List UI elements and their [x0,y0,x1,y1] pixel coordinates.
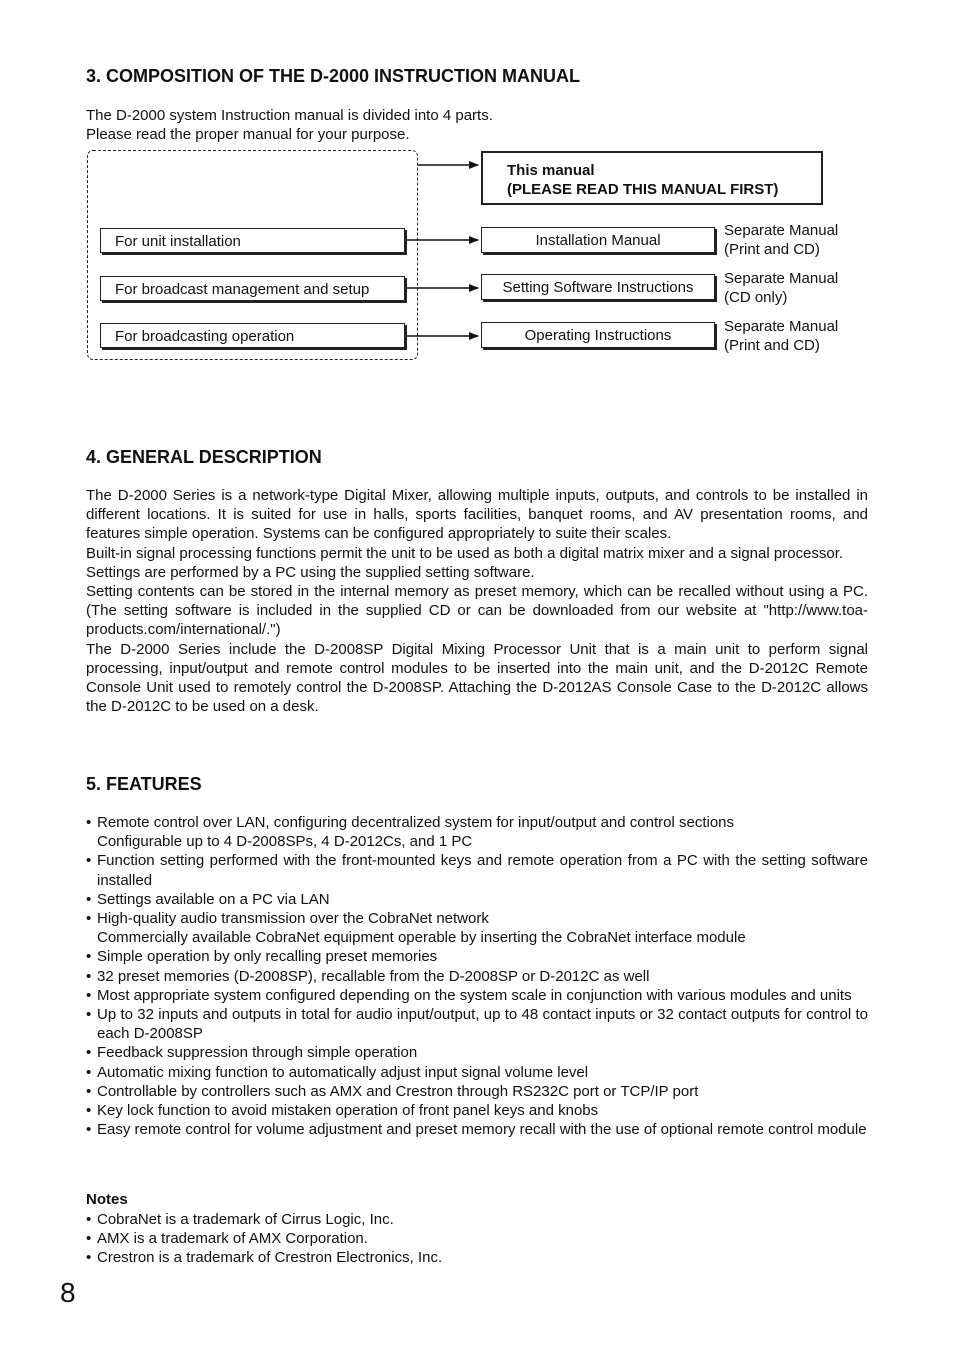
bullet-icon: • [86,814,92,831]
bullet-icon: • [86,948,92,966]
setting-software-note [724,269,838,307]
installation-manual-box: Installation Manual [481,227,715,253]
feature-item [86,1063,868,1082]
feature-item [86,1005,868,1043]
purpose-unit-installation: For unit installation [100,228,405,253]
intro-line-2: Please read the proper manual for your purpose. [86,126,410,144]
feature-item [86,1120,868,1139]
this-manual-box [481,151,823,205]
page-number: 8 [60,1277,76,1308]
description-paragraph: Built-in signal processing functions permit the unit to be used as both a digital matrix mixer and a signal processor. [86,544,844,562]
note-line: Separate Manual [724,318,839,335]
note-text: CobraNet is a trademark of Cirrus Logic, Inc. [97,1211,394,1228]
feature-text: Most appropriate system configured depending on the system scale in conjunction with various modules and units [97,986,852,1004]
bullet-icon: • [86,1082,92,1100]
feature-subtext: Commercially available CobraNet equipment operable by inserting the CobraNet interface module [97,929,746,947]
note-line: (Print and CD) [724,337,820,354]
bullet-icon: • [86,1102,92,1120]
section-4-body [86,486,868,716]
bullet-icon: • [86,1044,92,1062]
section-5-title: 5. FEATURES [86,774,202,794]
feature-item [86,1101,868,1120]
feature-text: Key lock function to avoid mistaken operation of front panel keys and knobs [97,1102,599,1120]
purpose-broadcast-management: For broadcast management and setup [100,276,405,301]
feature-item [86,967,868,986]
feature-text: Easy remote control for volume adjustment and preset memory recall with the use of optional remote control module [97,1121,867,1139]
description-paragraph: Settings are performed by a PC using the supplied setting software. [86,563,535,581]
this-manual-line-2: (PLEASE READ THIS MANUAL FIRST) [507,181,779,198]
feature-text: Controllable by controllers such as AMX and Crestron through RS232C port or TCP/IP port [97,1082,699,1100]
notes-list [86,1210,868,1268]
purpose-broadcasting-operation: For broadcasting operation [100,323,405,348]
bullet-icon: • [86,967,92,985]
note-line: Separate Manual [724,270,839,287]
note-item [86,1229,868,1248]
note-line: (Print and CD) [724,241,820,258]
bullet-icon: • [86,1211,92,1228]
feature-text: Automatic mixing function to automatically adjust input signal volume level [97,1063,589,1081]
description-paragraph: The D-2000 Series is a network-type Digital Mixer, allowing multiple inputs, outputs, and controls to be installed in different locations. It is suited for use in halls, sports facilities, banquet rooms, and AV presentation rooms, and features simple operation. Systems can be configured appropriately to suite their scales. [86,487,868,543]
note-item [86,1248,868,1267]
this-manual-line-1: This manual [507,162,595,179]
bullet-icon: • [86,1121,92,1139]
feature-text: Simple operation by only recalling preset memories [97,948,438,966]
features-list [86,813,868,1139]
feature-text: High-quality audio transmission over the CobraNet network [97,910,489,928]
description-paragraph: Setting contents can be stored in the internal memory as preset memory, which can be recalled without using a PC. (The setting software is included in the supplied CD or can be downloaded from our website at "http://www.toa-products.com/international/.") [86,583,868,639]
bullet-icon: • [86,852,92,870]
manual-composition-diagram [0,0,954,400]
notes-title: Notes [86,1191,128,1208]
feature-subtext: Configurable up to 4 D-2008SPs, 4 D-2012Cs, and 1 PC [97,833,473,851]
feature-item [86,986,868,1005]
feature-text: Feedback suppression through simple operation [97,1044,418,1062]
bullet-icon: • [86,1006,92,1024]
note-text: AMX is a trademark of AMX Corporation. [97,1230,368,1248]
bullet-icon: • [86,890,92,908]
bullet-icon: • [86,910,92,928]
feature-text: Function setting performed with the front-mounted keys and remote operation from a PC with the setting software installed [97,852,868,889]
section-3-title: 3. COMPOSITION OF THE D-2000 INSTRUCTION MANUAL [86,66,581,86]
intro-line-1: The D-2000 system Instruction manual is divided into 4 parts. [86,107,493,124]
bullet-icon: • [86,1230,92,1248]
feature-item [86,851,868,889]
note-text: Crestron is a trademark of Crestron Electronics, Inc. [97,1249,443,1267]
feature-item [86,1082,868,1101]
note-line: (CD only) [724,289,788,306]
setting-software-instructions-box: Setting Software Instructions [481,274,715,300]
feature-item [86,813,868,851]
operating-instructions-note [724,317,838,355]
note-item [86,1210,868,1229]
bullet-icon: • [86,1249,92,1267]
feature-text: Remote control over LAN, configuring decentralized system for input/output and control sections [97,814,735,831]
installation-manual-note [724,221,838,259]
feature-text: 32 preset memories (D-2008SP), recallable from the D-2008SP or D-2012C as well [97,967,650,985]
feature-item [86,890,868,909]
section-4-title: 4. GENERAL DESCRIPTION [86,447,322,467]
feature-text: Settings available on a PC via LAN [97,890,330,908]
feature-item [86,1043,868,1062]
feature-item [86,909,868,947]
feature-item [86,947,868,966]
bullet-icon: • [86,986,92,1004]
feature-text: Up to 32 inputs and outputs in total for audio input/output, up to 48 contact inputs or 32 contact outputs for control to each D-2008SP [97,1006,868,1043]
bullet-icon: • [86,1063,92,1081]
description-paragraph: The D-2000 Series include the D-2008SP Digital Mixing Processor Unit that is a main unit to perform signal processing, input/output and remote control modules to be inserted into the main unit, and the D-2012C Remote Console Unit used to remotely control the D-2008SP. Attaching the D-2012AS Console Case to the D-2012C allows the D-2012C to be used on a desk. [86,640,868,716]
operating-instructions-box: Operating Instructions [481,322,715,348]
note-line: Separate Manual [724,222,839,239]
